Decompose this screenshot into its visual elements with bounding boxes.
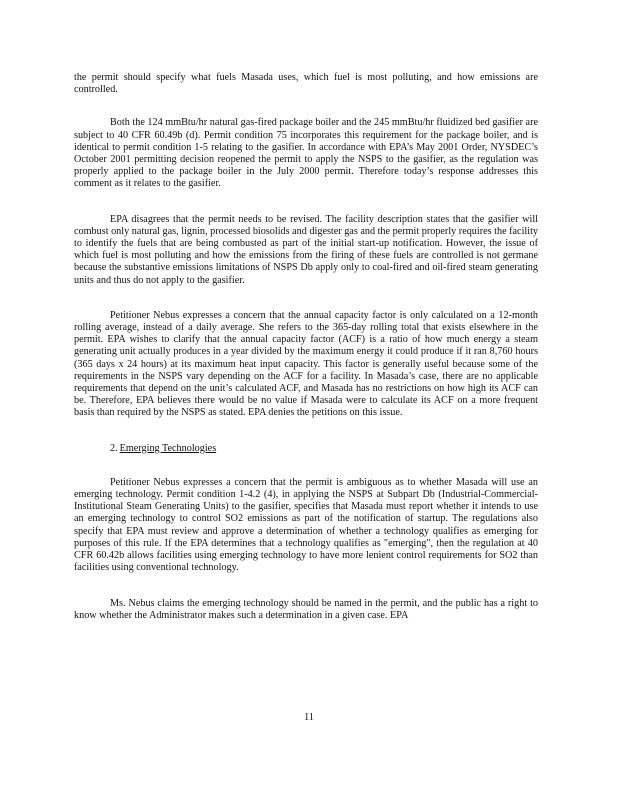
paragraph-nebus-claims: Ms. Nebus claims the emerging technology should be named in the permit, and the public has a right to know whether the Administrator makes such a determination in a given case. EPA — [74, 597, 538, 621]
section-title: Emerging Technologies — [119, 442, 217, 454]
page-body — [74, 72, 538, 645]
page-number: 11 — [303, 712, 315, 723]
paragraph-capacity-factor: Petitioner Nebus expresses a concern that the annual capacity factor is only calculated on a 12-month rolling average, instead of a daily average. She refers to the 365-day rolling total that exists elsewhere in the permit. EPA wishes to clarify that the annual capacity factor (ACF) is a ratio of how much energy a steam generating unit actually produces in a year divided by the maximum energy it could produce if it ran 8,760 hours (365 days x 24 hours) at its maximum heat input capacity. This factor is generally useful because some of the requirements in the NSPS vary depending on the ACF for a facility. In Masada’s case, there are no applicable requirements that depend on the unit’s calculated ACF, and Masada has no restrictions on how high its ACF can be. Therefore, EPA believes there would be no value if Masada were to calculate its ACF on a more frequent basis than required by the NSPS as stated. EPA denies the petitions on this issue. — [74, 309, 538, 419]
paragraph-nsps-applicability: Both the 124 mmBtu/hr natural gas-fired package boiler and the 245 mmBtu/hr fluidized bed gasifier are subject to 40 CFR 60.49b (d). Permit condition 75 incorporates this requirement for the package boiler, and is identical to permit condition 1-5 relating to the gasifier. In accordance with EPA’s May 2001 Order, NYSDEC’s October 2001 permitting decision reopened the permit to apply the NSPS to the gasifier, as the regulation was properly applied to the package boiler in the July 2000 permit. Therefore today’s response addresses this comment as it relates to the gasifier. — [74, 117, 538, 190]
paragraph-epa-disagrees: EPA disagrees that the permit needs to be revised. The facility description states that the gasifier will combust only natural gas, lignin, processed biosolids and digester gas and the permit properly requires the facility to identify the fuels that are being combusted as part of the initial start-up notification. However, the issue of which fuel is most polluting and how the emissions from the firing of these fuels are controlled is not germane because the substantive emissions limitations of NSPS Db apply only to coal-fired and oil-fired steam generating units and thus do not apply to the gasifier. — [74, 213, 538, 286]
section-number: 2. — [110, 442, 118, 454]
paragraph-emerging-technology: Petitioner Nebus expresses a concern that the permit is ambiguous as to whether Masada will use an emerging technology. Permit condition 1-4.2 (4), in applying the NSPS at Subpart Db (Industrial-Commercial-Institutional Steam Generating Units) to the gasifier, specifies that Masada must report whether it intends to use an emerging technology to control SO2 emissions as part of the notification of startup. The regulations also specify that EPA must review and approve a determination of whether a technology qualifies as emerging for purposes of this rule. If the EPA determines that a technology qualifies as "emerging", then the regulation at 40 CFR 60.42b allows facilities using emerging technology to have more lenient control requirements for SO2 than facilities using conventional technology. — [74, 476, 538, 574]
paragraph-fuels-continued: the permit should specify what fuels Masada uses, which fuel is most polluting, and how emissions are controlled. — [74, 72, 538, 96]
section-heading — [110, 443, 538, 455]
